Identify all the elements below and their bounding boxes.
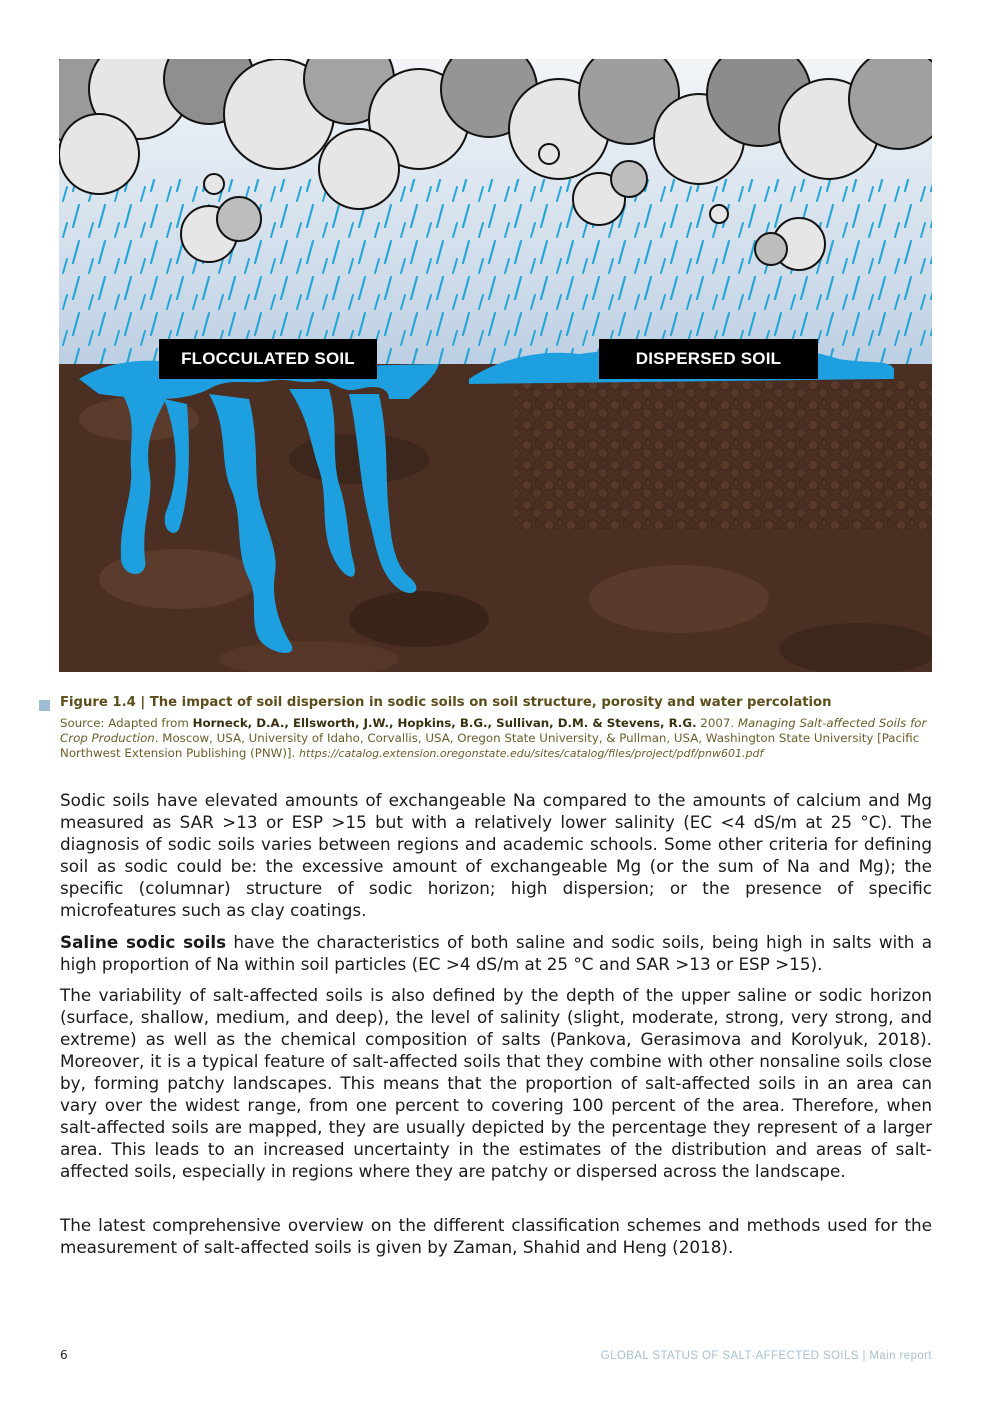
label-flocculated-soil: FLOCCULATED SOIL: [159, 339, 377, 379]
dispersed-clods: [514, 379, 932, 529]
term-saline-sodic-soils: Saline sodic soils: [60, 932, 227, 952]
footer-report-title: GLOBAL STATUS OF SALT-AFFECTED SOILS | Main report: [600, 1350, 932, 1362]
caption-marker: [39, 700, 50, 711]
paragraph-variability: The variability of salt-affected soils is also defined by the depth of the upper saline or sodic horizon (surface, shallow, medium, and deep), the level of salinity (slight, moderate, strong, very strong, and extreme) as well as the chemical composition of salts (Pankova, Gerasimova and Korolyuk, 2018). Moreover, it is a typical feature of salt-affected soils that they combine with other nonsaline soils close by, forming patchy landscapes. This means that the proportion of salt-affected soils in an area can vary over the widest range, from one percent to covering 100 percent of the area. Therefore, when salt-affected soils are mapped, they are usually depicted by the percentage they represent of a larger area. This leads to an increased uncertainty in the estimates of the distribution and areas of salt-affected soils, especially in regions where they are patchy or dispersed across the landscape.: [60, 985, 932, 1181]
source-publisher: . Moscow, USA, University of Idaho, Corvallis, USA, Oregon State University, & Pullman, USA, Washington State University [Pacific Northwest Extension Publishing (PNW)].: [60, 731, 920, 760]
paragraph-sodic-soils: Sodic soils have elevated amounts of exchangeable Na compared to the amounts of calcium and Mg measured as SAR >13 or ESP >15 but with a relatively lower salinity (EC <4 dS/m at 25 °C). The diagnosis of sodic soils varies between regions and academic schools. Some other criteria for defining soil as sodic could be: the excessive amount of exchangeable Mg (or the sum of Na and Mg); the specific (columnar) structure of sodic horizon; high dispersion; or the presence of specific microfeatures such as clay coatings.: [60, 790, 932, 920]
source-authors: Horneck, D.A., Ellsworth, J.W., Hopkins, B.G., Sullivan, D.M. & Stevens, R.G.: [192, 716, 697, 730]
source-url[interactable]: https://catalog.extension.oregonstate.edu/sites/catalog/files/project/pdf/pnw601.pdf: [299, 747, 764, 760]
label-dispersed-soil: DISPERSED SOIL: [599, 339, 818, 379]
paragraph-saline-sodic-text: have the characteristics of both saline and sodic soils, being high in salts with a high proportion of Na within soil particles (EC >4 dS/m at 25 °C and SAR >13 or ESP >15).: [60, 932, 932, 974]
page-number: 6: [60, 1348, 68, 1362]
soil-dispersion-figure: [59, 59, 932, 672]
figure-caption-title: Figure 1.4 | The impact of soil dispersion in sodic soils on soil structure, porosity and water percolation: [60, 695, 832, 710]
source-prefix: Source: Adapted from: [60, 716, 193, 730]
paragraph-saline-sodic-soils: [60, 931, 932, 975]
source-year: 2007.: [696, 716, 738, 730]
paragraph-classification-overview: The latest comprehensive overview on the different classification schemes and methods used for the measurement of salt-affected soils is given by Zaman, Shahid and Heng (2018).: [60, 1215, 932, 1257]
figure-caption-source: [60, 716, 940, 761]
source-title: Managing Salt-affected Soils for Crop Production: [60, 716, 927, 745]
